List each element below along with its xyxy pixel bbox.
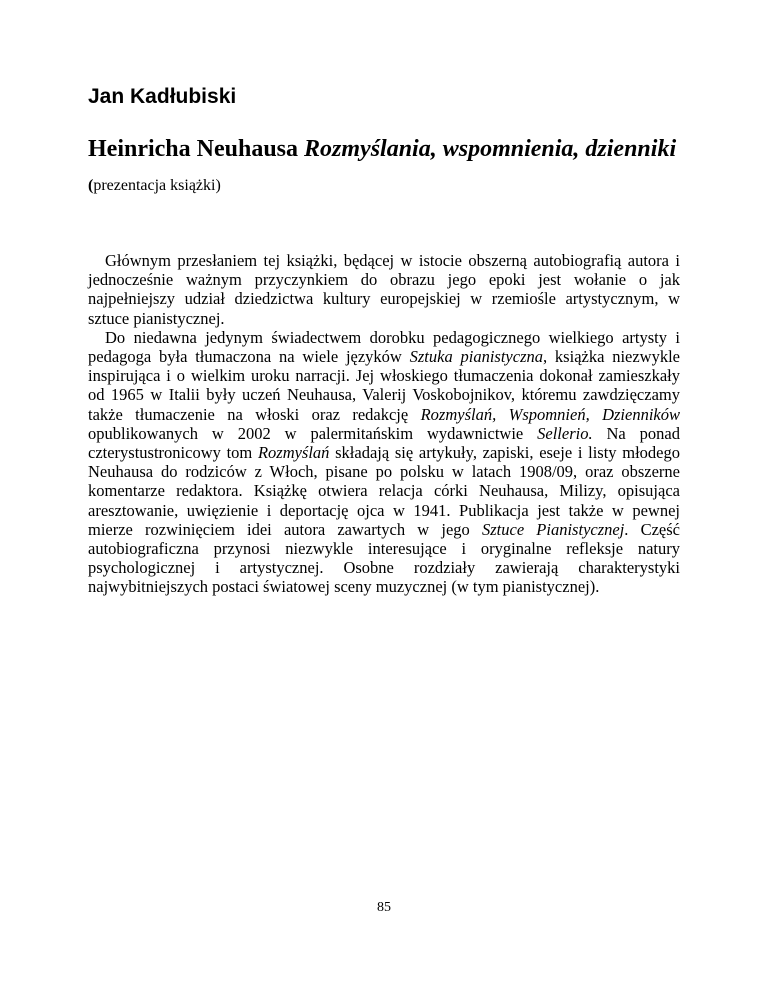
text-run: Głównym przesłaniem tej książki, będącej w istocie obszerną autobiografią autora i jednocześnie ważnym przyczynkiem do obrazu jego epoki jest wołanie o jak najpełniejszy udział dziedzictwa kultury europejskiej w rzemiośle artystycznym, w sztuce pianistycznej. bbox=[88, 251, 680, 328]
body-text bbox=[88, 251, 680, 597]
italic-text: Rozmyślań, Wspomnień, Dzienników bbox=[420, 404, 680, 424]
page-number: 85 bbox=[377, 900, 391, 915]
text-run: składają się artykuły, zapiski, eseje i listy młodego Neuhausa do rodziców z Włoch, pisane po polsku w latach 1908/09, oraz obszerne komentarze redaktora. Książkę otwiera relacja córki Neuhausa, Milizy, opisująca aresztowanie, uwięzienie i deportację ojca w 1941. Publikacja jest także w pewnej mierze rozwinięciem idei autora zawartych w jego bbox=[88, 443, 680, 539]
subtitle-text: prezentacja książki) bbox=[93, 177, 221, 194]
text-run: opublikowanych w 2002 w palermitańskim wydawnictwie bbox=[88, 423, 538, 443]
body-paragraph bbox=[88, 251, 680, 328]
italic-text: Rozmyślań bbox=[257, 443, 330, 463]
italic-text: Sztuce Pianistycznej bbox=[481, 519, 625, 539]
article-title bbox=[88, 134, 676, 164]
text-run: Do niedawna jedynym świadectwem dorobku pedagogicznego wielkiego artysty i pedagoga była tłumaczona na wiele języków bbox=[88, 327, 680, 367]
title-italic: Rozmyślania, wspomnienia, dzienniki bbox=[304, 136, 677, 162]
article-subtitle bbox=[88, 176, 221, 196]
subtitle-open-paren: ( bbox=[88, 177, 94, 194]
text-run: . Część autobiograficzna przynosi niezwykle interesujące i oryginalne refleksje natury psychologicznej i artystycznej. Osobne rozdziały zawierają charakterystyki najwybitniejszych postaci światowej sceny muzycznej (w tym pianistycznej). bbox=[88, 519, 680, 597]
text-run: Na ponad czterystustronicowy tom bbox=[88, 423, 680, 463]
body-paragraph bbox=[88, 328, 680, 597]
author-name: Jan Kadłubiski bbox=[88, 85, 237, 108]
italic-text: Sellerio. bbox=[537, 423, 593, 443]
italic-text: Sztuka pianistyczna bbox=[409, 347, 544, 367]
title-plain: Heinricha Neuhausa bbox=[88, 136, 305, 162]
text-run: , książka niezwykle inspirująca i o wielkim uroku narracji. Jej włoskiego tłumaczenia dokonał zamieszkały od 1965 w Italii były uczeń Neuhausa, Valerij Voskobojnikov, któremu zawdzięczamy także tłumaczenie na włoski oraz redakcję bbox=[88, 347, 681, 424]
